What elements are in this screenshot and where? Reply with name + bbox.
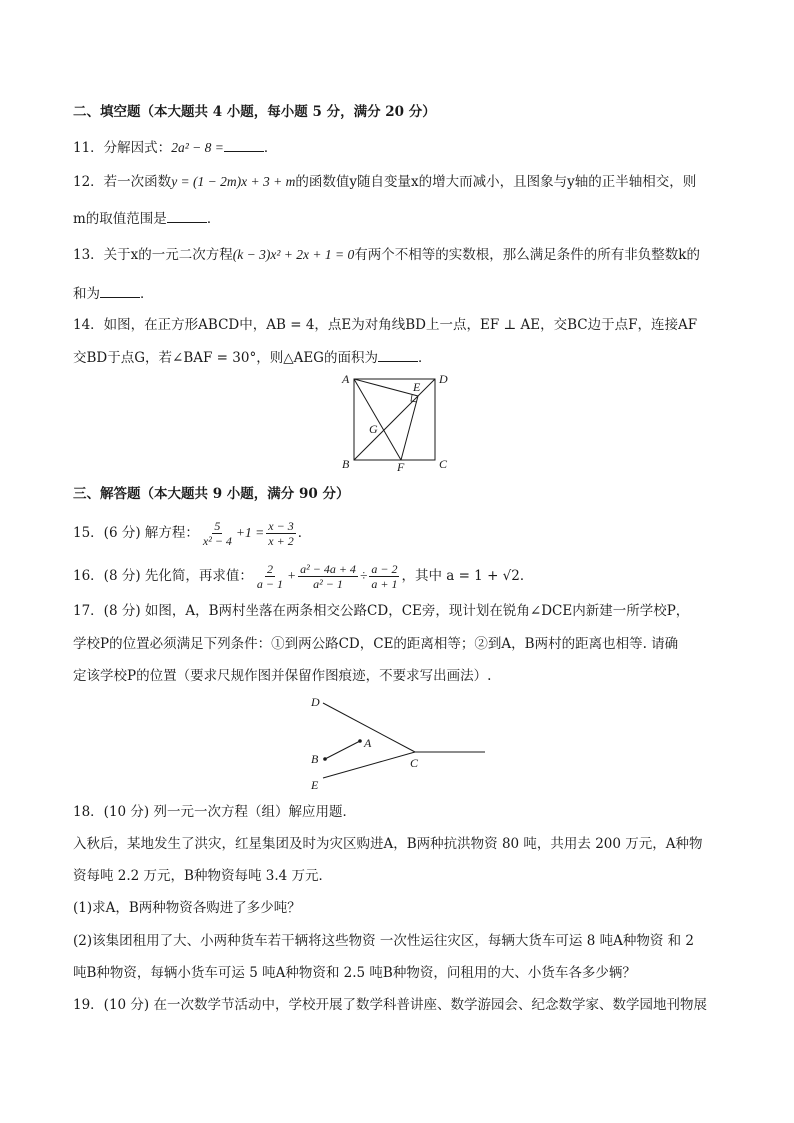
answer-blank xyxy=(224,137,264,152)
q15-fraction-1 xyxy=(201,519,234,548)
q13-line2: 和为 xyxy=(73,286,100,302)
q16-op-divide: ÷ xyxy=(359,568,368,583)
label-b: B xyxy=(311,752,319,766)
q12-end: ． xyxy=(206,211,221,227)
question-18-line-3: 资每吨 2.2 万元，B种物资每吨 3.4 万元． xyxy=(73,868,333,884)
q12-line2: m的取值范围是 xyxy=(73,211,167,227)
square-abcd-figure xyxy=(338,370,458,472)
numerator: a² − 4a + 4 xyxy=(300,561,356,576)
segment-ab xyxy=(325,741,360,759)
section-heading-fill-in: 二、填空题（本大题共 4 小题，每小题 5 分，满分 20 分） xyxy=(73,104,436,120)
label-a: A xyxy=(364,736,372,750)
question-16 xyxy=(73,559,533,593)
question-13-line-2 xyxy=(73,283,154,304)
label-c: C xyxy=(439,457,448,471)
q12-text-post: 的函数值y随自变量x的增大而减小，且图象与y轴的正半轴相交，则 xyxy=(295,174,697,190)
q13-expr: (k − 3)x² + 2x + 1 = 0 xyxy=(232,247,355,262)
q16-text: 16．(8 分) 先化简，再求值： xyxy=(73,568,253,584)
q13-text: 13．关于x的一元二次方程 xyxy=(73,247,233,263)
q14-end: ． xyxy=(417,350,432,366)
label-d: D xyxy=(311,695,320,709)
q15-end: ． xyxy=(297,525,312,541)
q13-end: ． xyxy=(140,286,154,302)
denominator: a + 1 xyxy=(371,576,398,591)
q14-line2: 交BD于点G，若∠BAF = 30°，则△AEG的面积为 xyxy=(73,350,378,366)
numerator: 5 xyxy=(214,518,221,533)
q15-mid: +1 = xyxy=(235,525,265,540)
road-ce xyxy=(323,752,415,778)
section-heading-solutions: 三、解答题（本大题共 9 小题，满分 90 分） xyxy=(73,486,350,502)
segment-ef xyxy=(401,396,418,460)
q15-fraction-2 xyxy=(266,519,295,548)
label-f: F xyxy=(397,460,405,472)
question-18-part-1: (1)求A，B两种物资各购进了多少吨？ xyxy=(73,900,301,916)
segment-ae xyxy=(354,379,418,396)
village-b-dot xyxy=(323,757,327,761)
q16-fraction-1 xyxy=(255,562,285,591)
question-17-line-2: 学校P的位置必须满足下列条件：①到两公路CD，CE的距离相等；②到A，B两村的距离也相等. 请确 xyxy=(73,636,679,652)
denominator: a² − 1 xyxy=(313,576,343,591)
question-19-line-1: 19．(10 分) 在一次数学节活动中，学校开展了数学科普讲座、数学游园会、纪念数学家、数学园地刊物展 xyxy=(73,997,707,1013)
answer-blank xyxy=(167,208,207,223)
village-a-dot xyxy=(358,739,362,743)
label-e: E xyxy=(311,778,319,792)
label-a: A xyxy=(342,372,350,386)
question-12-line-2 xyxy=(73,208,220,229)
q11-end: ． xyxy=(263,140,278,156)
q16-op-plus: + xyxy=(287,568,297,583)
q16-fraction-3 xyxy=(369,562,399,591)
q16-post: ，其中 a = 1 + √2． xyxy=(401,568,534,584)
question-11 xyxy=(73,137,277,158)
q12-text: 12．若一次函数 xyxy=(73,174,172,190)
q16-fraction-2 xyxy=(298,562,358,591)
question-15 xyxy=(73,517,311,549)
answer-blank xyxy=(100,283,140,298)
roads-villages-figure xyxy=(305,690,495,794)
q11-text: 11．分解因式： xyxy=(73,140,172,156)
denominator: x² − 4 xyxy=(202,533,232,548)
answer-blank xyxy=(378,347,418,362)
denominator: a − 1 xyxy=(256,576,283,591)
label-d: D xyxy=(439,372,448,386)
label-g: G xyxy=(369,422,378,436)
numerator: 2 xyxy=(266,561,273,576)
label-e: E xyxy=(413,380,421,394)
question-18-part-2-line-1: (2)该集团租用了大、小两种货车若干辆将这些物资 一次性运往灾区，每辆大货车可运 8 吨A种物资 和 2 xyxy=(73,933,695,949)
question-17-line-3: 定该学校P的位置（要求尺规作图并保留作图痕迹，不要求写出画法）. xyxy=(73,668,492,684)
question-18-line-2: 入秋后，某地发生了洪灾，红星集团及时为灾区购进A，B两种抗洪物资 80 吨，共用去 200 万元，A种物 xyxy=(73,836,703,852)
question-17-line-1: 17．(8 分) 如图，A，B两村坐落在两条相交公路CD，CE旁，现计划在锐角∠DCE内新建一所学校P， xyxy=(73,603,690,619)
question-13-line-1 xyxy=(73,245,700,265)
question-18-part-2-line-2: 吨B种物资，每辆小货车可运 5 吨A种物资和 2.5 吨B种物资，问租用的大、小货车各多少辆？ xyxy=(73,965,636,981)
label-c: C xyxy=(410,756,419,770)
q13-text-post: 有两个不相等的实数根，那么满足条件的所有非负整数k的 xyxy=(354,247,700,263)
q11-expr: 2a² − 8 = xyxy=(171,140,224,155)
question-12-line-1 xyxy=(73,172,696,192)
q15-text: 15．(6 分) 解方程： xyxy=(73,525,199,541)
label-b: B xyxy=(342,457,350,471)
question-14-line-2 xyxy=(73,347,431,368)
denominator: x + 2 xyxy=(268,533,294,548)
question-14-line-1: 14．如图，在正方形ABCD中，AB = 4，点E为对角线BD上一点，EF ⊥ AE，交BC边于点F，连接AF xyxy=(73,317,698,333)
numerator: a − 2 xyxy=(371,561,398,576)
q12-expr: y = (1 − 2m)x + 3 + m xyxy=(171,174,296,189)
question-18-line-1: 18．(10 分) 列一元一次方程（组）解应用题． xyxy=(73,804,356,820)
numerator: x − 3 xyxy=(268,518,294,533)
